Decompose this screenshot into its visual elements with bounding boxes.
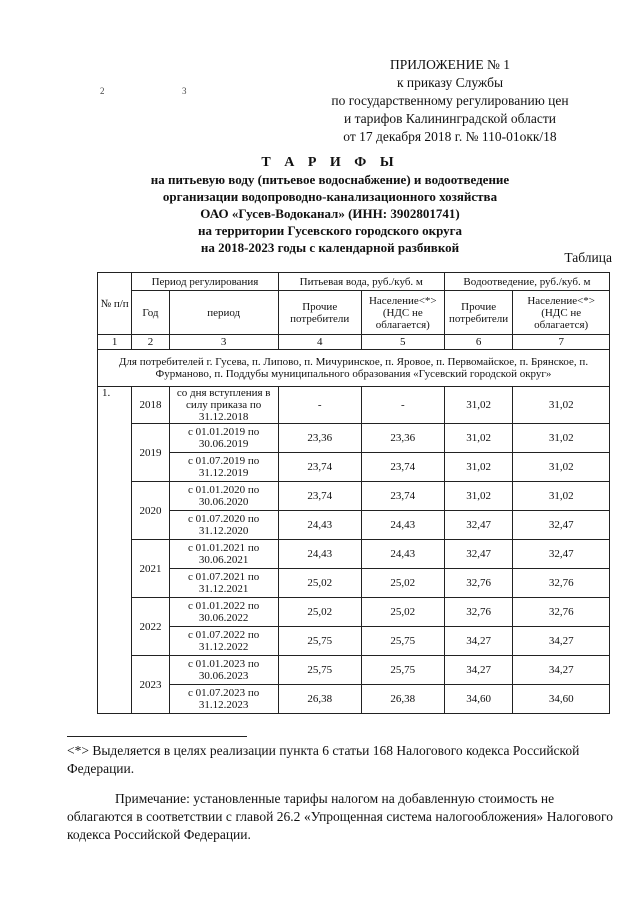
title-line: ОАО «Гусев-Водоканал» (ИНН: 3902801741) <box>200 206 460 221</box>
water-other-cell: 25,75 <box>278 656 361 685</box>
sewer-other-cell: 31,02 <box>444 424 513 453</box>
period-cell: с 01.07.2023 по 31.12.2023 <box>169 685 278 714</box>
margin-mark-right: 3 <box>182 86 187 96</box>
sewer-population-cell: 31,02 <box>513 387 610 424</box>
period-cell: с 01.01.2020 по 30.06.2020 <box>169 482 278 511</box>
header-line: ПРИЛОЖЕНИЕ № 1 <box>389 57 511 72</box>
region-description: Для потребителей г. Гусева, п. Липово, п. Мичуринское, п. Яровое, п. Первомайское, п. Брянское, п. Фурманово, п. Поддубы муниципального образования «Гусевский городской округ» <box>98 350 610 387</box>
water-other-cell: 25,02 <box>278 569 361 598</box>
sewer-other-cell: 34,60 <box>444 685 513 714</box>
water-population-cell: 25,02 <box>361 598 444 627</box>
sewer-other-cell: 32,76 <box>444 598 513 627</box>
period-cell: с 01.07.2020 по 31.12.2020 <box>169 511 278 540</box>
water-population-cell: - <box>361 387 444 424</box>
sewer-other-cell: 32,47 <box>444 511 513 540</box>
sewer-population-cell: 32,76 <box>513 598 610 627</box>
table-row <box>98 511 610 540</box>
water-population-cell: 24,43 <box>361 540 444 569</box>
water-other-cell: 26,38 <box>278 685 361 714</box>
period-cell: с 01.01.2023 по 30.06.2023 <box>169 656 278 685</box>
period-cell: с 01.01.2022 по 30.06.2022 <box>169 598 278 627</box>
water-other-cell: 24,43 <box>278 540 361 569</box>
column-number: 7 <box>513 335 610 350</box>
footnote-separator <box>67 736 247 737</box>
appendix-header <box>290 56 610 146</box>
year-cell: 2020 <box>132 482 169 540</box>
row-number: 1. <box>98 387 132 714</box>
sewer-other-cell: 34,27 <box>444 656 513 685</box>
header-sewer-group: Водоотведение, руб./куб. м <box>444 273 609 291</box>
table-row <box>98 482 610 511</box>
note-paragraph <box>67 790 613 844</box>
header-sewer-population: Население<*> (НДС не облагается) <box>513 291 610 335</box>
header-period-group: Период регулирования <box>132 273 278 291</box>
water-population-cell: 23,74 <box>361 482 444 511</box>
table-row <box>98 685 610 714</box>
table-row <box>98 540 610 569</box>
header-water-group: Питьевая вода, руб./куб. м <box>278 273 444 291</box>
year-cell: 2022 <box>132 598 169 656</box>
sewer-other-cell: 32,47 <box>444 540 513 569</box>
water-population-cell: 26,38 <box>361 685 444 714</box>
table-row <box>98 656 610 685</box>
column-number: 5 <box>361 335 444 350</box>
header-water-population: Население<*> (НДС не облагается) <box>361 291 444 335</box>
sewer-other-cell: 31,02 <box>444 482 513 511</box>
header-num: № п/п <box>98 273 132 335</box>
sewer-other-cell: 32,76 <box>444 569 513 598</box>
period-cell: со дня вступления в силу приказа по 31.12.2018 <box>169 387 278 424</box>
header-line: по государственному регулированию цен <box>331 93 569 108</box>
table-row <box>98 569 610 598</box>
title-heading: Т А Р И Ф Ы <box>261 155 399 170</box>
table-row <box>98 627 610 656</box>
sewer-population-cell: 32,76 <box>513 569 610 598</box>
year-cell: 2018 <box>132 387 169 424</box>
period-cell: с 01.07.2022 по 31.12.2022 <box>169 627 278 656</box>
year-cell: 2023 <box>132 656 169 714</box>
water-population-cell: 25,75 <box>361 627 444 656</box>
document-title <box>40 154 620 256</box>
note-first-line: Примечание: установленные тарифы налогом на добавленную стоимость не <box>115 791 555 806</box>
column-number: 6 <box>444 335 513 350</box>
header-period: период <box>169 291 278 335</box>
year-cell: 2021 <box>132 540 169 598</box>
table-row <box>98 598 610 627</box>
column-number: 1 <box>98 335 132 350</box>
water-other-cell: 24,43 <box>278 511 361 540</box>
title-line: на питьевую воду (питьевое водоснабжение) и водоотведение <box>150 172 510 187</box>
water-other-cell: 25,75 <box>278 627 361 656</box>
sewer-other-cell: 34,27 <box>444 627 513 656</box>
sewer-population-cell: 31,02 <box>513 482 610 511</box>
sewer-other-cell: 31,02 <box>444 387 513 424</box>
sewer-population-cell: 31,02 <box>513 424 610 453</box>
title-line: на 2018-2023 годы с календарной разбивкой <box>200 240 460 255</box>
period-cell: с 01.01.2021 по 30.06.2021 <box>169 540 278 569</box>
water-other-cell: 23,74 <box>278 482 361 511</box>
sewer-population-cell: 34,60 <box>513 685 610 714</box>
column-number: 2 <box>132 335 169 350</box>
header-year: Год <box>132 291 169 335</box>
title-line: организации водопроводно-канализационного хозяйства <box>162 189 498 204</box>
water-other-cell: 23,74 <box>278 453 361 482</box>
column-number: 4 <box>278 335 361 350</box>
header-line: от 17 декабря 2018 г. № 110-01окк/18 <box>343 129 557 144</box>
water-other-cell: 25,02 <box>278 598 361 627</box>
header-line: к приказу Службы <box>396 75 504 90</box>
water-population-cell: 25,02 <box>361 569 444 598</box>
table-row <box>98 424 610 453</box>
table-caption: Таблица <box>564 250 612 265</box>
period-cell: с 01.07.2021 по 31.12.2021 <box>169 569 278 598</box>
note-rest: облагаются в соответствии с главой 26.2 «Упрощенная система налогообложения» Налогового кодекса Российской Федерации. <box>67 809 613 842</box>
header-sewer-other: Прочие потребители <box>444 291 513 335</box>
sewer-population-cell: 31,02 <box>513 453 610 482</box>
period-cell: с 01.01.2019 по 30.06.2019 <box>169 424 278 453</box>
year-cell: 2019 <box>132 424 169 482</box>
sewer-population-cell: 32,47 <box>513 511 610 540</box>
sewer-population-cell: 32,47 <box>513 540 610 569</box>
header-water-other: Прочие потребители <box>278 291 361 335</box>
footnote: <*> Выделяется в целях реализации пункта 6 статьи 168 Налогового кодекса Российской Федерации. <box>67 743 580 776</box>
table-row <box>98 453 610 482</box>
sewer-other-cell: 31,02 <box>444 453 513 482</box>
sewer-population-cell: 34,27 <box>513 627 610 656</box>
tariff-table <box>97 272 610 714</box>
sewer-population-cell: 34,27 <box>513 656 610 685</box>
water-population-cell: 24,43 <box>361 511 444 540</box>
table-row <box>98 387 610 424</box>
margin-mark-left: 2 <box>100 86 105 96</box>
water-population-cell: 23,74 <box>361 453 444 482</box>
water-population-cell: 25,75 <box>361 656 444 685</box>
header-line: и тарифов Калининградской области <box>344 111 556 126</box>
water-population-cell: 23,36 <box>361 424 444 453</box>
period-cell: с 01.07.2019 по 31.12.2019 <box>169 453 278 482</box>
water-other-cell: 23,36 <box>278 424 361 453</box>
title-line: на территории Гусевского городского округа <box>197 223 463 238</box>
water-other-cell: - <box>278 387 361 424</box>
column-number: 3 <box>169 335 278 350</box>
